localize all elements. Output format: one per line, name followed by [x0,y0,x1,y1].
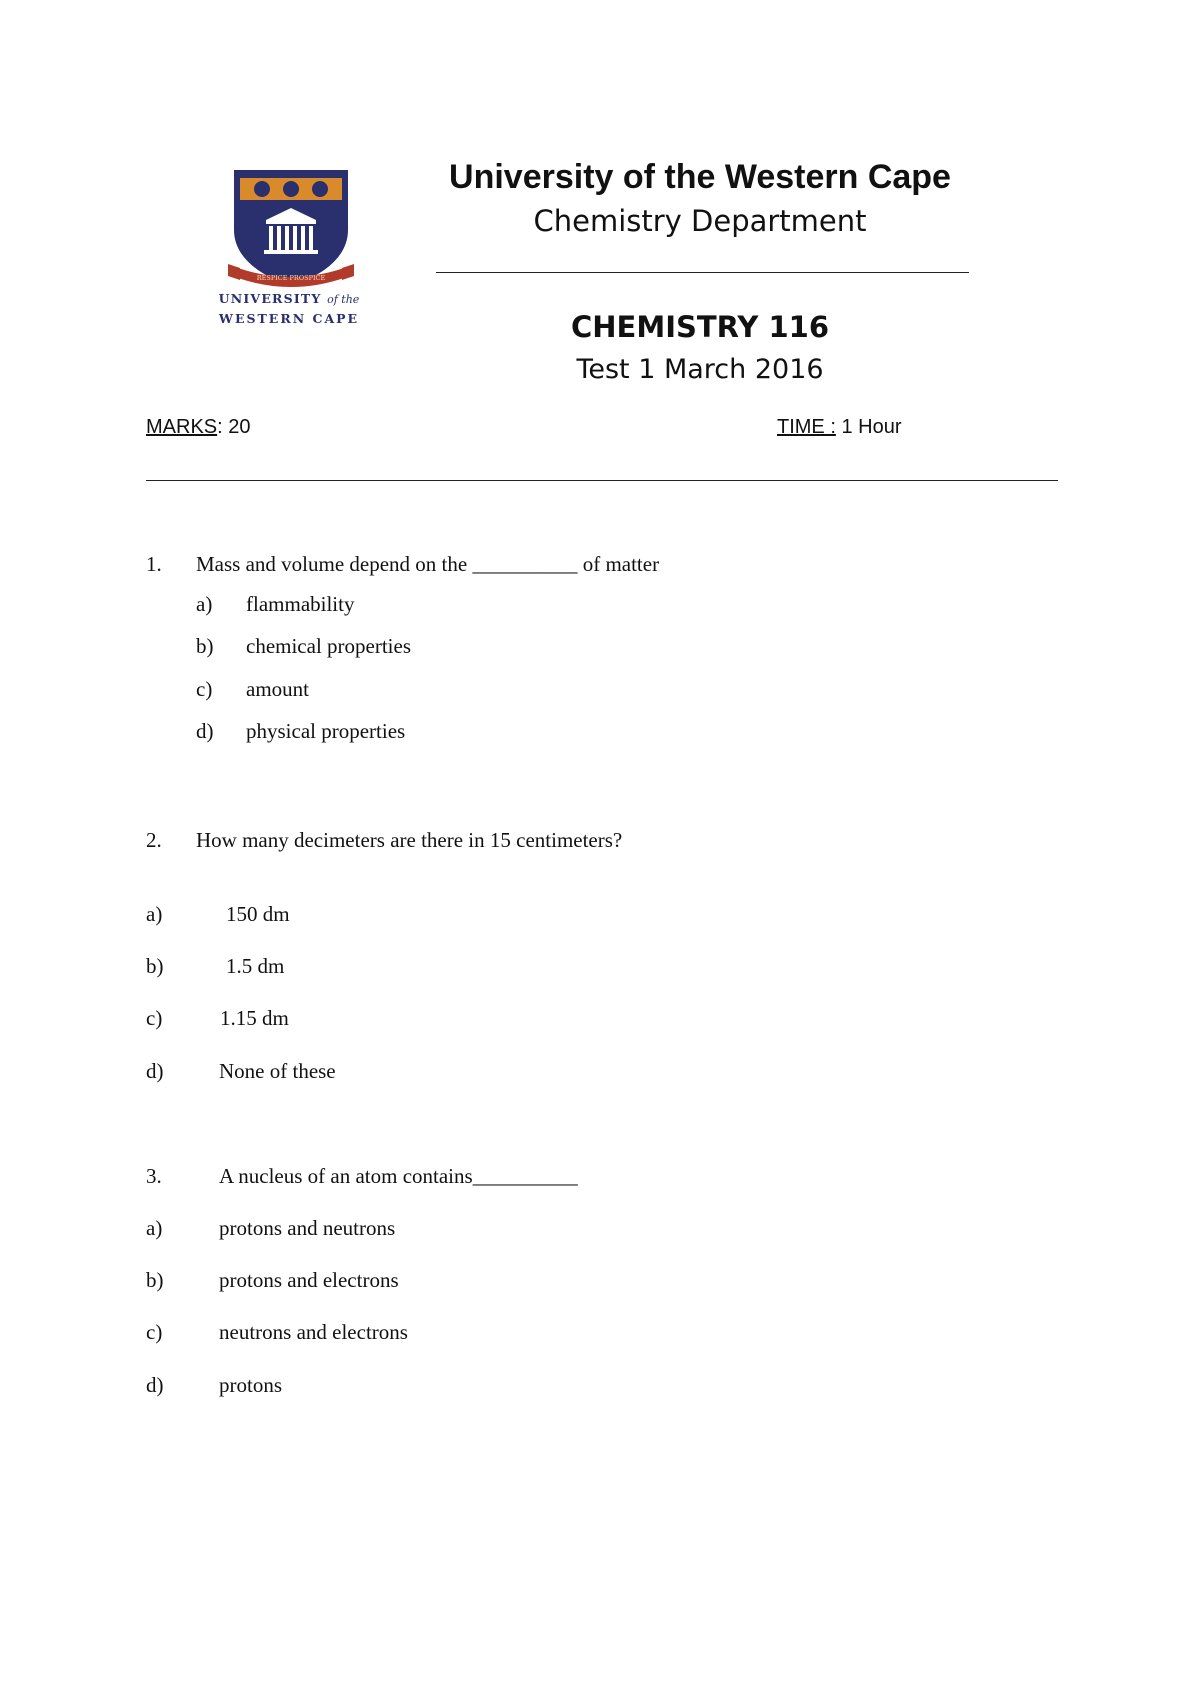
option-letter: a) [196,592,213,616]
option-text: amount [246,677,309,701]
option-letter: c) [146,1320,163,1344]
header-divider [436,272,969,273]
question-text: Mass and volume depend on the __________ of matter [196,552,660,576]
option-letter: d) [146,1059,164,1083]
question-number: 1. [146,552,162,576]
time-value: 1 Hour [835,416,902,438]
marks-label: MARKS [146,416,218,438]
option-text: chemical properties [246,634,412,658]
option-letter: d) [146,1373,164,1397]
option-text: None of these [219,1059,336,1083]
time-label: TIME : [777,416,836,438]
question-number: 3. [146,1164,162,1188]
logo-banner-text: RESPICE PROSPICE [256,274,326,282]
option-text: protons and neutrons [219,1216,396,1240]
option-letter: a) [146,902,163,926]
marks-value: : 20 [217,416,251,438]
option-letter: a) [146,1216,163,1240]
logo-name-line2: WESTERN CAPE [218,311,360,326]
option-letter: b) [196,634,214,658]
course-title: CHEMISTRY 116 [570,310,830,344]
question-number: 2. [146,828,162,852]
option-letter: c) [146,1006,163,1030]
section-divider [146,480,1058,481]
university-logo [218,168,360,332]
department-title: Chemistry Department [533,204,867,238]
option-text: physical properties [246,719,406,743]
time-info [777,416,901,439]
question-text: How many decimeters are there in 15 centimeters? [196,828,623,852]
marks-info [146,416,250,439]
option-text: 150 dm [226,902,290,926]
crest-icon [226,168,356,290]
option-text: protons and electrons [219,1268,399,1292]
question-text: A nucleus of an atom contains__________ [219,1164,578,1188]
logo-name-line1: UNIVERSITY of the [218,291,360,306]
option-letter: b) [146,1268,164,1292]
option-text: neutrons and electrons [219,1320,408,1344]
university-title: University of the Western Cape [449,158,951,196]
option-text: 1.15 dm [220,1006,289,1030]
option-letter: b) [146,954,164,978]
option-text: flammability [246,592,355,616]
option-letter: c) [196,677,213,701]
option-text: 1.5 dm [226,954,285,978]
test-date: Test 1 March 2016 [576,354,824,385]
option-letter: d) [196,719,214,743]
option-text: protons [219,1373,282,1397]
